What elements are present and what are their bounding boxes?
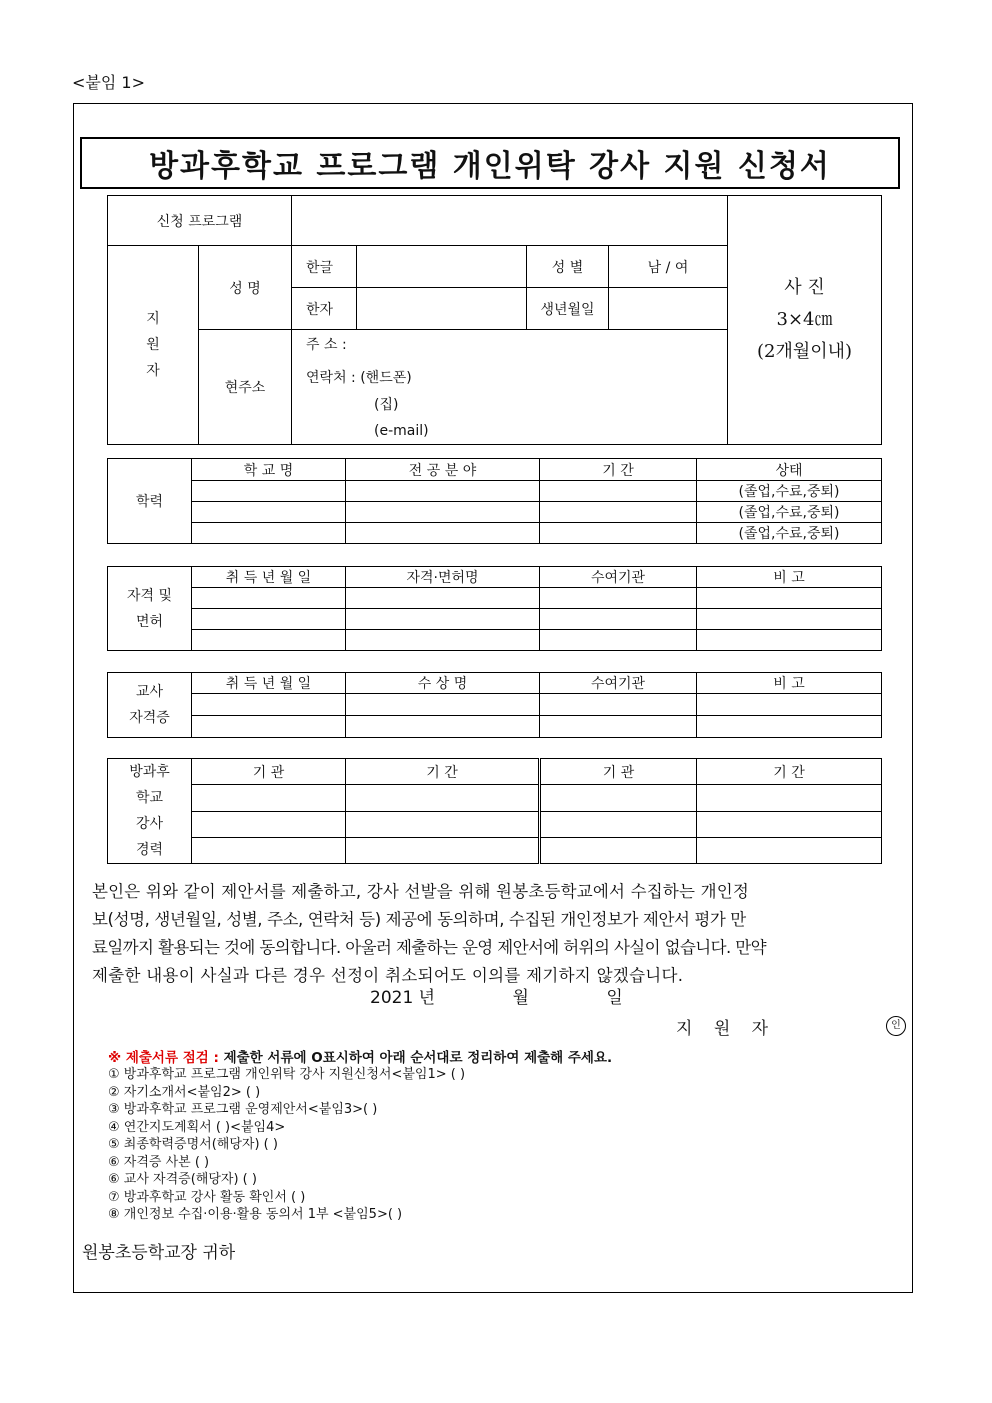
date-day: 일 xyxy=(606,988,623,1008)
addressee: 원봉초등학교장 귀하 xyxy=(82,1243,236,1263)
table-row xyxy=(108,811,882,837)
checklist-mark: ※ 제출서류 점검 : xyxy=(108,1050,219,1066)
page-title: 방과후학교 프로그램 개인위탁 강사 지원 신청서 xyxy=(149,149,831,184)
table-row xyxy=(108,785,882,811)
list-item[interactable]: ⑤ 최종학력증명서(해당자) ( ) xyxy=(108,1137,278,1152)
status-options[interactable]: (졸업,수료,중퇴) xyxy=(697,523,882,544)
list-item[interactable]: ⑧ 개인정보 수집·이용·활용 동의서 1부 <붙임5>( ) xyxy=(108,1207,403,1222)
hangul-label: 한글 xyxy=(292,246,357,288)
program-label: 신청 프로그램 xyxy=(108,196,292,246)
license-header-note: 비 고 xyxy=(697,567,882,588)
career-label: 방과후 학교 강사 경력 xyxy=(108,759,192,864)
birth-label: 생년월일 xyxy=(527,288,609,330)
career-header-period-1: 기 간 xyxy=(346,759,540,785)
gender-label: 성 별 xyxy=(527,246,609,288)
education-header-status: 상태 xyxy=(697,459,882,481)
education-table xyxy=(107,458,882,544)
list-item[interactable]: ④ 연간지도계획서 ( )<붙임4> xyxy=(108,1119,286,1135)
teacher-cert-label: 교사 자격증 xyxy=(108,673,192,738)
contact-line: 연락처 : (핸드폰) xyxy=(306,370,412,386)
address-line: 주 소 : xyxy=(306,337,347,353)
hanja-label: 한자 xyxy=(292,288,357,330)
photo-box[interactable] xyxy=(728,196,882,445)
license-table xyxy=(107,566,882,651)
education-header-major: 전 공 분 야 xyxy=(346,459,540,481)
license-header-name: 자격·면허명 xyxy=(346,567,540,588)
date-year: 2021 년 xyxy=(370,988,436,1008)
teacher-cert-header-issuer: 수여기관 xyxy=(540,673,697,694)
list-item[interactable]: ③ 방과후학교 프로그램 운영제안서<붙임3>( ) xyxy=(108,1102,378,1117)
license-label: 자격 및 면허 xyxy=(108,567,192,651)
consent-statement: 본인은 위와 같이 제안서를 제출하고, 강사 선발을 위해 원봉초등학교에서 수집하는 개인정 보(성명, 생년월일, 성별, 주소, 연락처 등) 제공에 동의하며, 수집된 개인정보가 제안서 평가 만 료일까지 활용되는 것에 동의합니다. 아울러 제출하는 운영 제안서에 허위의 사실이 없습니다. 만약 제출한 내용이 사실과 다른 경우 선정이 취소되어도 이의를 제기하지 않겠습니다. xyxy=(92,882,766,985)
education-label: 학력 xyxy=(108,459,192,544)
hangul-field[interactable] xyxy=(357,246,527,288)
list-item[interactable]: ⑥ 자격증 사본 ( ) xyxy=(108,1154,210,1170)
program-field[interactable] xyxy=(292,196,728,246)
photo-note: (2개월이내) xyxy=(756,341,853,362)
checklist-instruction: 제출한 서류에 O표시하여 아래 순서대로 정리하여 제출해 주세요. xyxy=(218,1050,613,1066)
table-row xyxy=(108,694,882,716)
address-label: 현주소 xyxy=(199,330,292,445)
license-header-date: 취 득 년 월 일 xyxy=(192,567,346,588)
list-item[interactable]: ① 방과후학교 프로그램 개인위탁 강사 지원신청서<붙임1> ( ) xyxy=(108,1067,466,1082)
table-row xyxy=(108,502,882,523)
career-header-org-1: 기 관 xyxy=(192,759,346,785)
signer-label: 지 원 자 xyxy=(676,1019,777,1039)
title-box xyxy=(80,137,900,189)
address-field[interactable] xyxy=(292,330,728,445)
career-table xyxy=(107,758,882,864)
date-month: 월 xyxy=(512,988,529,1008)
education-header-period: 기 간 xyxy=(540,459,697,481)
table-row xyxy=(108,837,882,863)
license-header-issuer: 수여기관 xyxy=(540,567,697,588)
photo-size: 3×4㎝ xyxy=(776,309,833,330)
table-row xyxy=(108,481,882,502)
attachment-label: <붙임 1> xyxy=(72,73,145,92)
teacher-cert-table xyxy=(107,672,882,738)
home-phone-line: (집) xyxy=(374,397,399,413)
list-item[interactable]: ⑥ 교사 자격증(해당자) ( ) xyxy=(108,1172,257,1187)
status-options[interactable]: (졸업,수료,중퇴) xyxy=(697,481,882,502)
status-options[interactable]: (졸업,수료,중퇴) xyxy=(697,502,882,523)
hanja-field[interactable] xyxy=(357,288,527,330)
table-row xyxy=(108,630,882,651)
birth-field[interactable] xyxy=(609,288,728,330)
career-header-org-2: 기 관 xyxy=(540,759,697,785)
applicant-label: 지 원 자 xyxy=(108,246,199,445)
applicant-table xyxy=(107,195,882,445)
teacher-cert-header-note: 비 고 xyxy=(697,673,882,694)
gender-field[interactable]: 남 / 여 xyxy=(609,246,728,288)
seal-mark[interactable]: 인 xyxy=(886,1016,906,1036)
photo-label: 사 진 xyxy=(784,277,825,298)
table-row xyxy=(108,609,882,630)
table-row xyxy=(108,523,882,544)
list-item[interactable]: ⑦ 방과후학교 강사 활동 확인서 ( ) xyxy=(108,1189,306,1205)
list-item[interactable]: ② 자기소개서<붙임2> ( ) xyxy=(108,1084,261,1100)
email-line: (e-mail) xyxy=(374,423,429,439)
teacher-cert-header-award: 수 상 명 xyxy=(346,673,540,694)
education-header-school: 학 교 명 xyxy=(192,459,346,481)
name-label: 성 명 xyxy=(199,246,292,330)
checklist-title xyxy=(108,1046,612,1066)
application-date xyxy=(370,983,623,1008)
table-row xyxy=(108,716,882,738)
checklist-items xyxy=(108,1066,465,1224)
teacher-cert-header-date: 취 득 년 월 일 xyxy=(192,673,346,694)
career-header-period-2: 기 간 xyxy=(697,759,882,785)
table-row xyxy=(108,588,882,609)
